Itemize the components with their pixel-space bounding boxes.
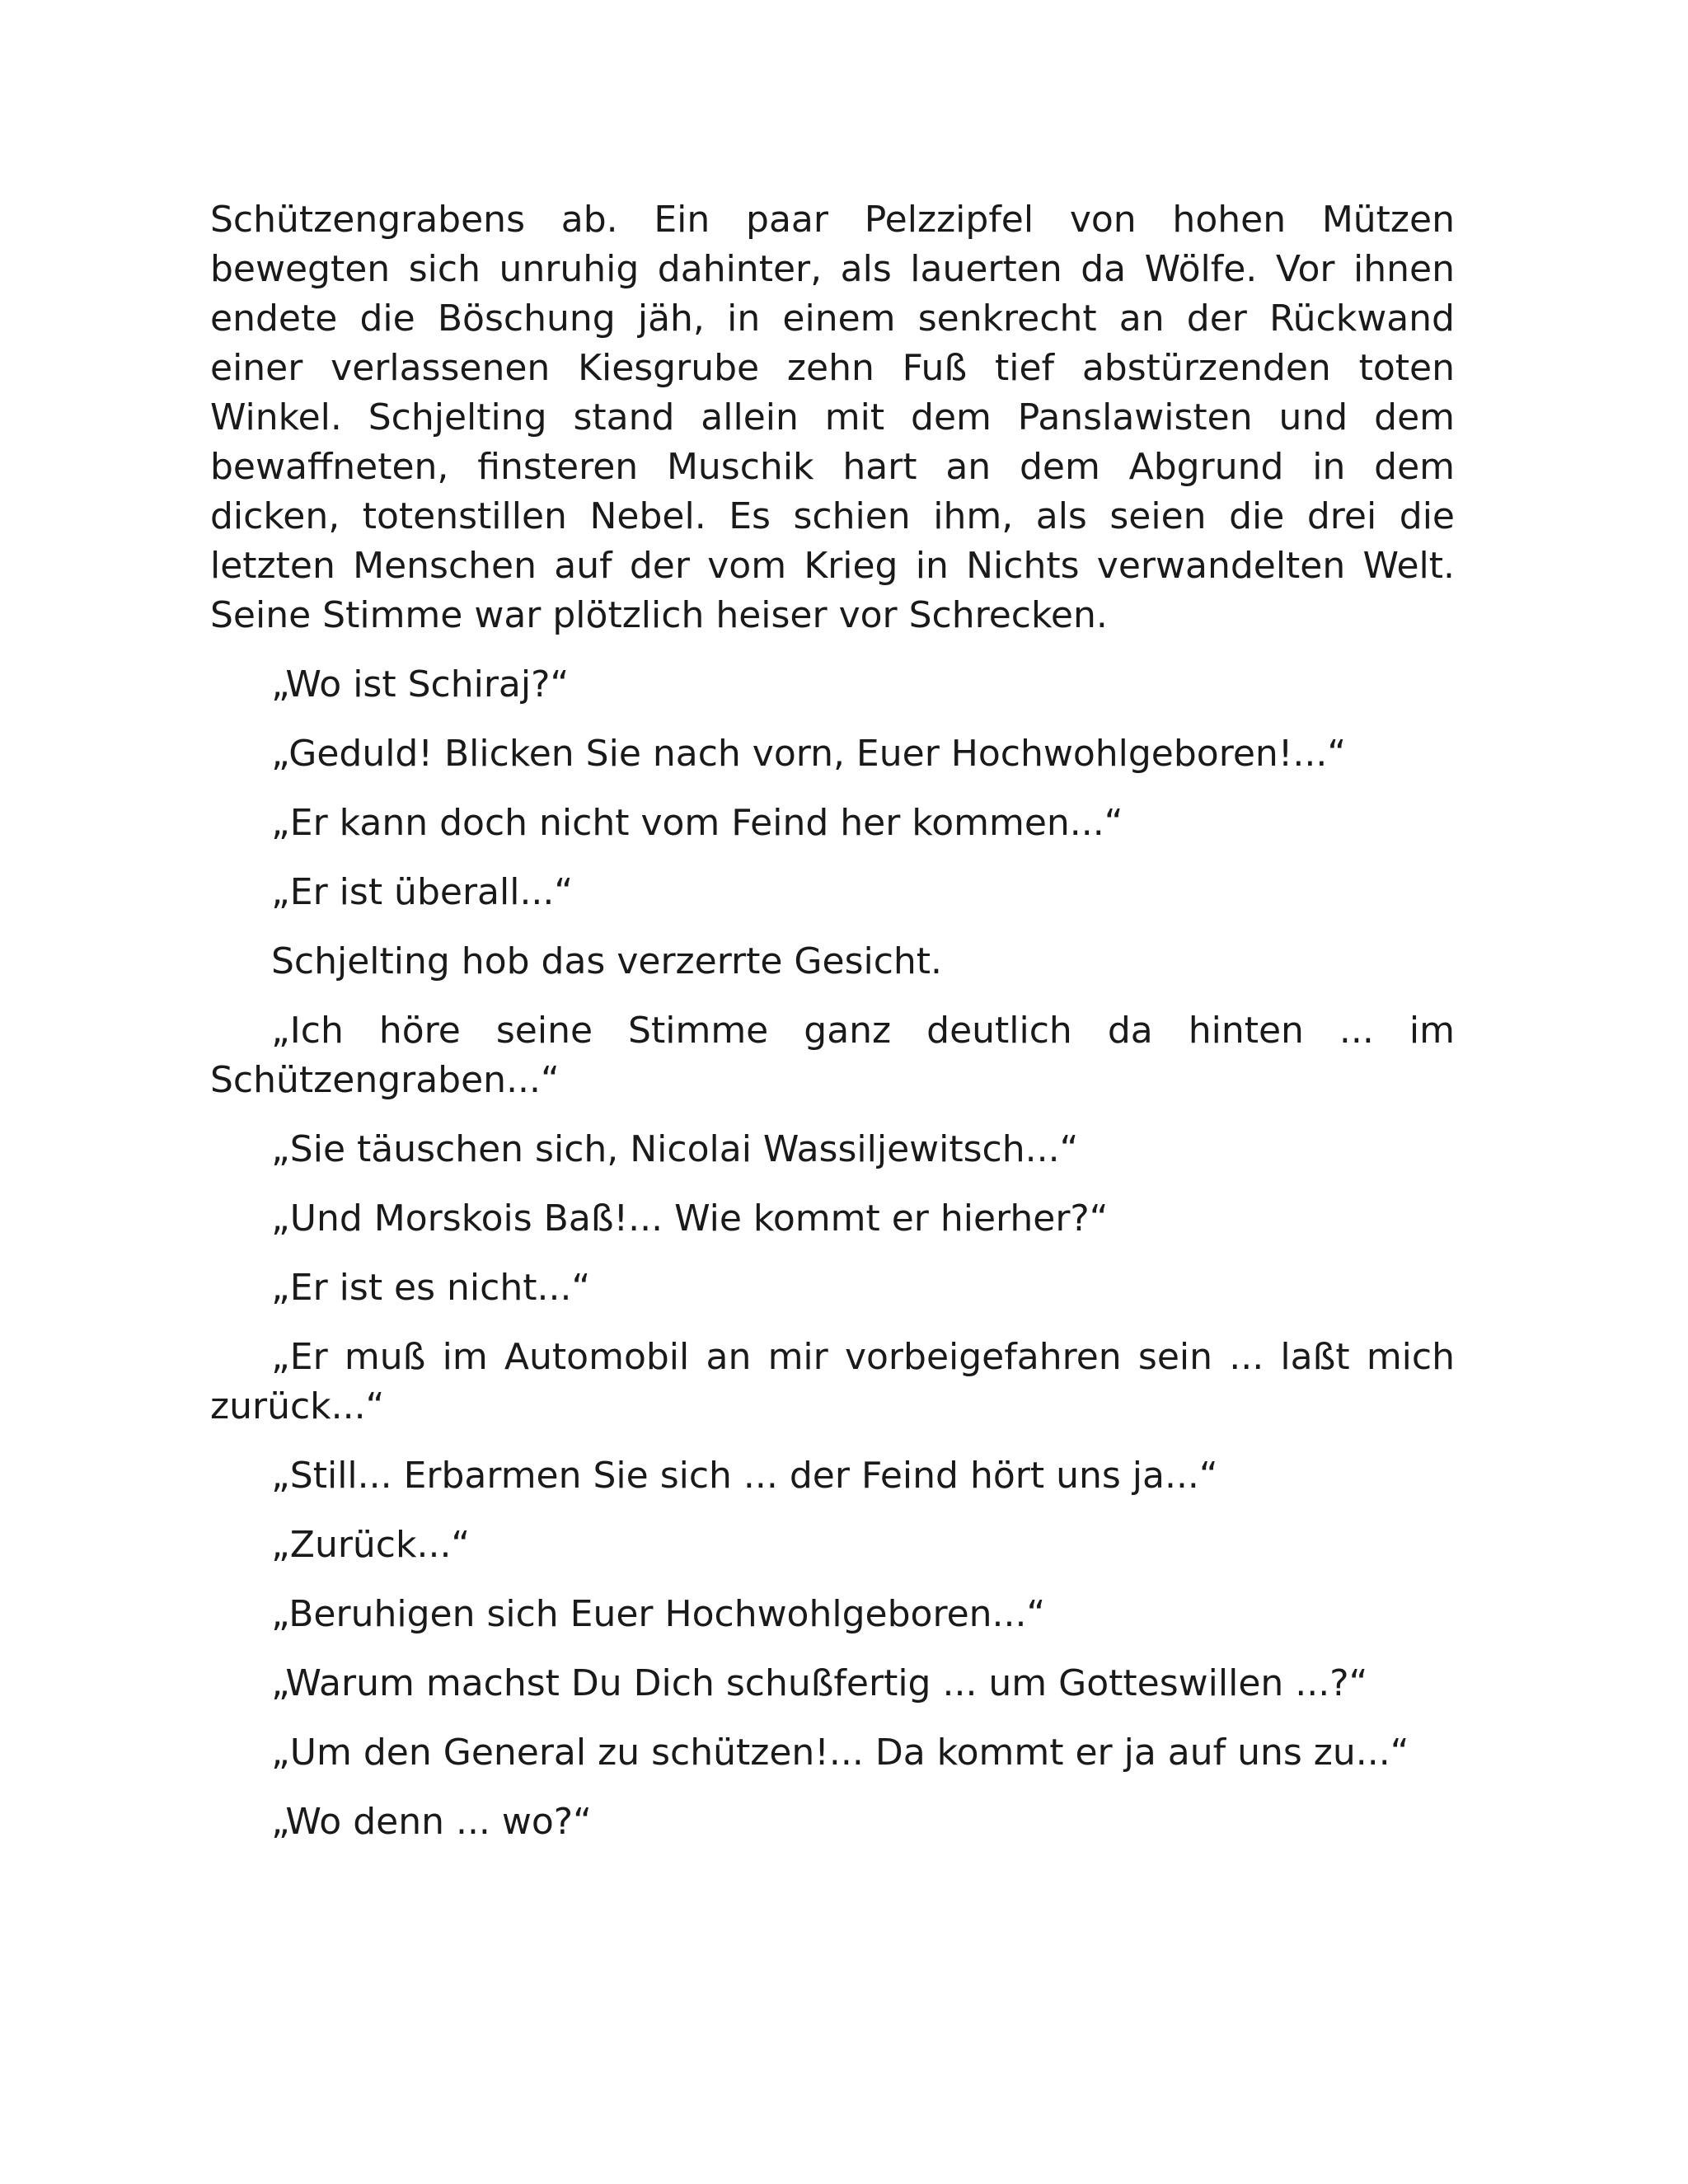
paragraph: „Er ist überall...“: [271, 871, 574, 913]
paragraph: „Um den General zu schützen!... Da kommt er ja auf uns zu...“: [271, 1732, 1409, 1774]
paragraph: „Er muß im Automobil an mir vorbeigefahren sein ... laßt mich zurück...“: [210, 1336, 1455, 1427]
paragraph: „Geduld! Blicken Sie nach vorn, Euer Hochwohlgeboren!...“: [271, 733, 1347, 775]
paragraph: „Und Morskois Baß!... Wie kommt er hierher?“: [271, 1197, 1109, 1240]
paragraph: „Warum machst Du Dich schußfertig ... um Gotteswillen ...?“: [271, 1662, 1368, 1704]
paragraph: „Wo ist Schiraj?“: [271, 663, 570, 705]
paragraph: „Ich höre seine Stimme ganz deutlich da hinten ... im Schützengraben...“: [210, 1010, 1455, 1101]
paragraph: „Zurück...“: [271, 1524, 471, 1566]
intro-paragraph: Schützengrabens ab. Ein paar Pelzzipfel von hohen Mützen bewegten sich unruhig dahinter, als lauerten da Wölfe. Vor ihnen endete die Böschung jäh, in einem senkrecht an der Rückwand einer verlassenen Kiesgrube zehn Fuß tief abstürzenden toten Winkel. Schjelting stand allein mit dem Panslawisten und dem bewaffneten, finsteren Muschik hart an dem Abgrund in dem dicken, totenstillen Nebel. Es schien ihm, als seien die drei die letzten Menschen auf der vom Krieg in Nichts verwandelten Welt. Seine Stimme war plötzlich heiser vor Schrecken.: [210, 199, 1455, 636]
paragraph: „Er kann doch nicht vom Feind her kommen...“: [271, 802, 1123, 844]
paragraph: „Sie täuschen sich, Nicolai Wassiljewitsch...“: [271, 1128, 1079, 1170]
paragraph: „Wo denn ... wo?“: [271, 1801, 592, 1843]
paragraph: „Beruhigen sich Euer Hochwohlgeboren...“: [271, 1593, 1046, 1635]
paragraph: Schjelting hob das verzerrte Gesicht.: [271, 940, 943, 982]
paragraph: „Er ist es nicht...“: [271, 1267, 591, 1309]
paragraph: „Still... Erbarmen Sie sich ... der Feind hört uns ja...“: [271, 1455, 1218, 1497]
document-page: [210, 195, 1455, 1867]
dialog-section: [210, 660, 1455, 1847]
